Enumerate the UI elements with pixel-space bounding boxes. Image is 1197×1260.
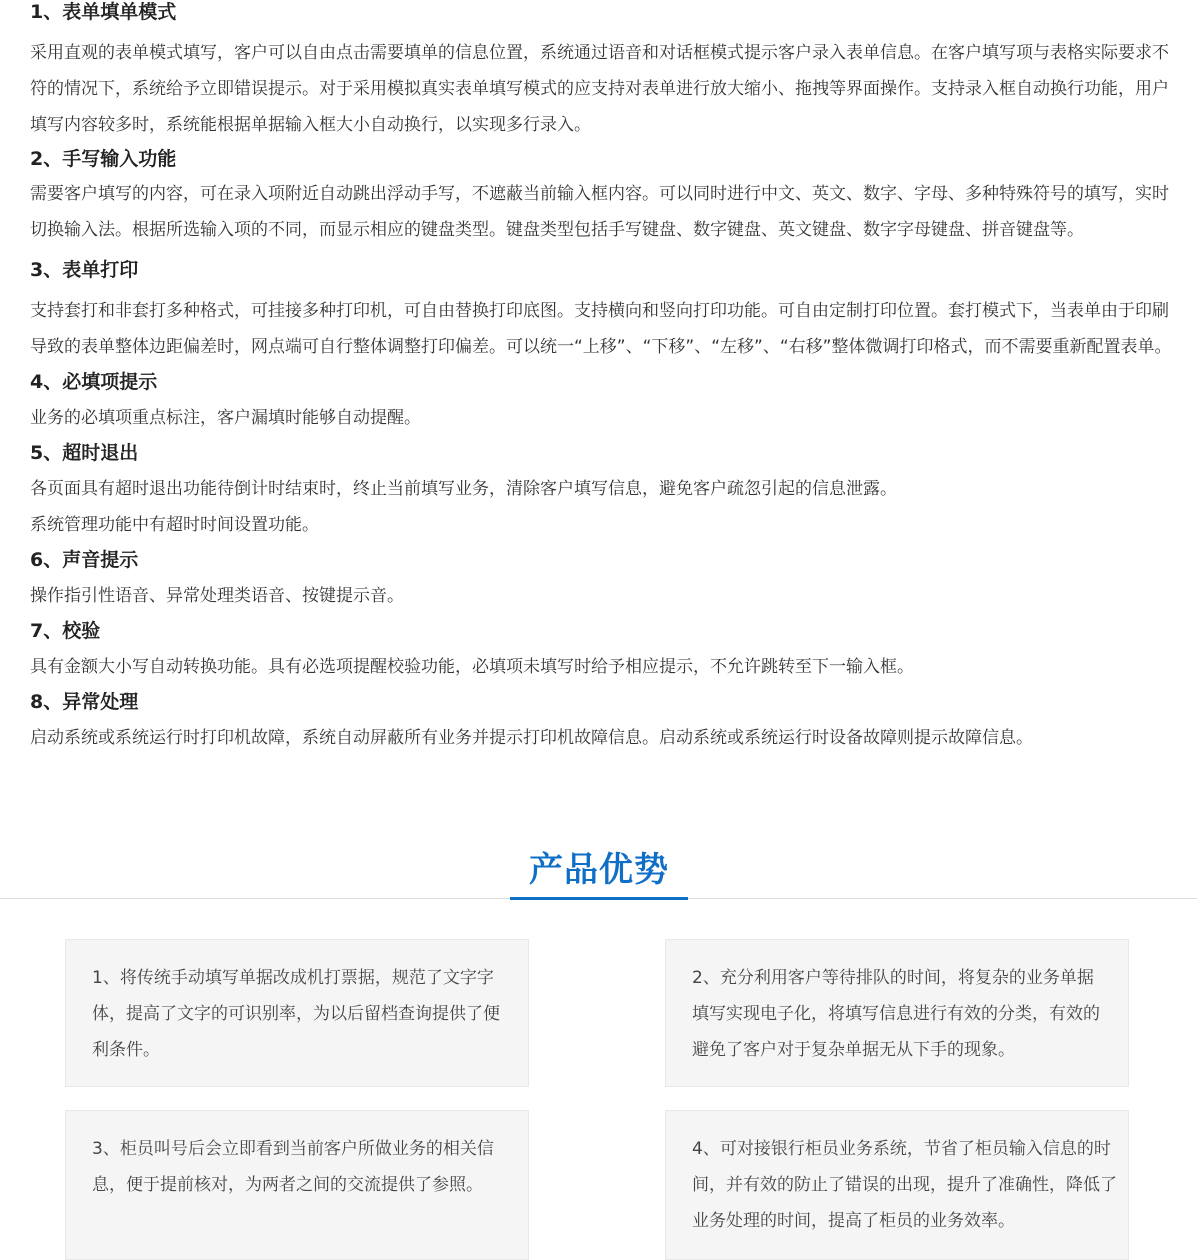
feature-text: 各页面具有超时退出功能待倒计时结束时，终止当前填写业务，清除客户填写信息，避免客户疏忽引起的信息泄露。: [30, 479, 897, 499]
feature-text: 需要客户填写的内容，可在录入项附近自动跳出浮动手写，不遮蔽当前输入框内容。可以同时进行中文、英文、数字、字母、多种特殊符号的填写，实时切换输入法。根据所选输入项的不同，而显示相应的键盘类型。键盘类型包括手写键盘、数字键盘、英文键盘、数字字母键盘、拼音键盘等。: [30, 184, 1169, 240]
advantage-card: 2、充分利用客户等待排队的时间，将复杂的业务单据填写实现电子化，将填写信息进行有效的分类，有效的避免了客户对于复杂单据无从下手的现象。: [665, 939, 1129, 1087]
feature-title: 2、手写输入功能: [30, 148, 177, 170]
advantages-header: [0, 840, 1197, 900]
feature-title: 6、声音提示: [30, 549, 139, 571]
feature-title: 8、异常处理: [30, 691, 139, 713]
section-title: 产品优势: [529, 850, 669, 890]
feature-title: 4、必填项提示: [30, 371, 158, 393]
feature-text: 系统管理功能中有超时时间设置功能。: [30, 515, 319, 535]
advantage-card: 1、将传统手动填写单据改成机打票据，规范了文字字体，提高了文字的可识别率，为以后留档查询提供了便利条件。: [65, 939, 529, 1087]
feature-title: 5、超时退出: [30, 442, 139, 464]
feature-text: 启动系统或系统运行时打印机故障，系统自动屏蔽所有业务并提示打印机故障信息。启动系统或系统运行时设备故障则提示故障信息。: [30, 728, 1033, 748]
features-section: [30, 0, 1180, 756]
feature-text: 操作指引性语音、异常处理类语音、按键提示音。: [30, 586, 404, 606]
title-underline: [510, 897, 688, 900]
feature-text: 采用直观的表单模式填写，客户可以自由点击需要填单的信息位置，系统通过语音和对话框模式提示客户录入表单信息。在客户填写项与表格实际要求不符的情况下，系统给予立即错误提示。对于采用模拟真实表单填写模式的应支持对表单进行放大缩小、拖拽等界面操作。支持录入框自动换行功能，用户填写内容较多时，系统能根据单据输入框大小自动换行，以实现多行录入。: [30, 43, 1169, 135]
feature-title: 1、表单填单模式: [30, 1, 177, 23]
feature-text: 业务的必填项重点标注，客户漏填时能够自动提醒。: [30, 408, 421, 428]
advantage-card: 4、可对接银行柜员业务系统，节省了柜员输入信息的时间，并有效的防止了错误的出现，提升了准确性，降低了业务处理的时间，提高了柜员的业务效率。: [665, 1110, 1129, 1260]
feature-title: 3、表单打印: [30, 259, 139, 281]
feature-text: 支持套打和非套打多种格式，可挂接多种打印机，可自由替换打印底图。支持横向和竖向打印功能。可自由定制打印位置。套打模式下，当表单由于印刷导致的表单整体边距偏差时，网点端可自行整体调整打印偏差。可以统一“上移”、“下移”、“左移”、“右移”整体微调打印格式，而不需要重新配置表单。: [30, 301, 1172, 357]
feature-title: 7、校验: [30, 620, 101, 642]
feature-text: 具有金额大小写自动转换功能。具有必选项提醒校验功能，必填项未填写时给予相应提示，不允许跳转至下一输入框。: [30, 657, 914, 677]
advantage-card: 3、柜员叫号后会立即看到当前客户所做业务的相关信息，便于提前核对，为两者之间的交流提供了参照。: [65, 1110, 529, 1260]
